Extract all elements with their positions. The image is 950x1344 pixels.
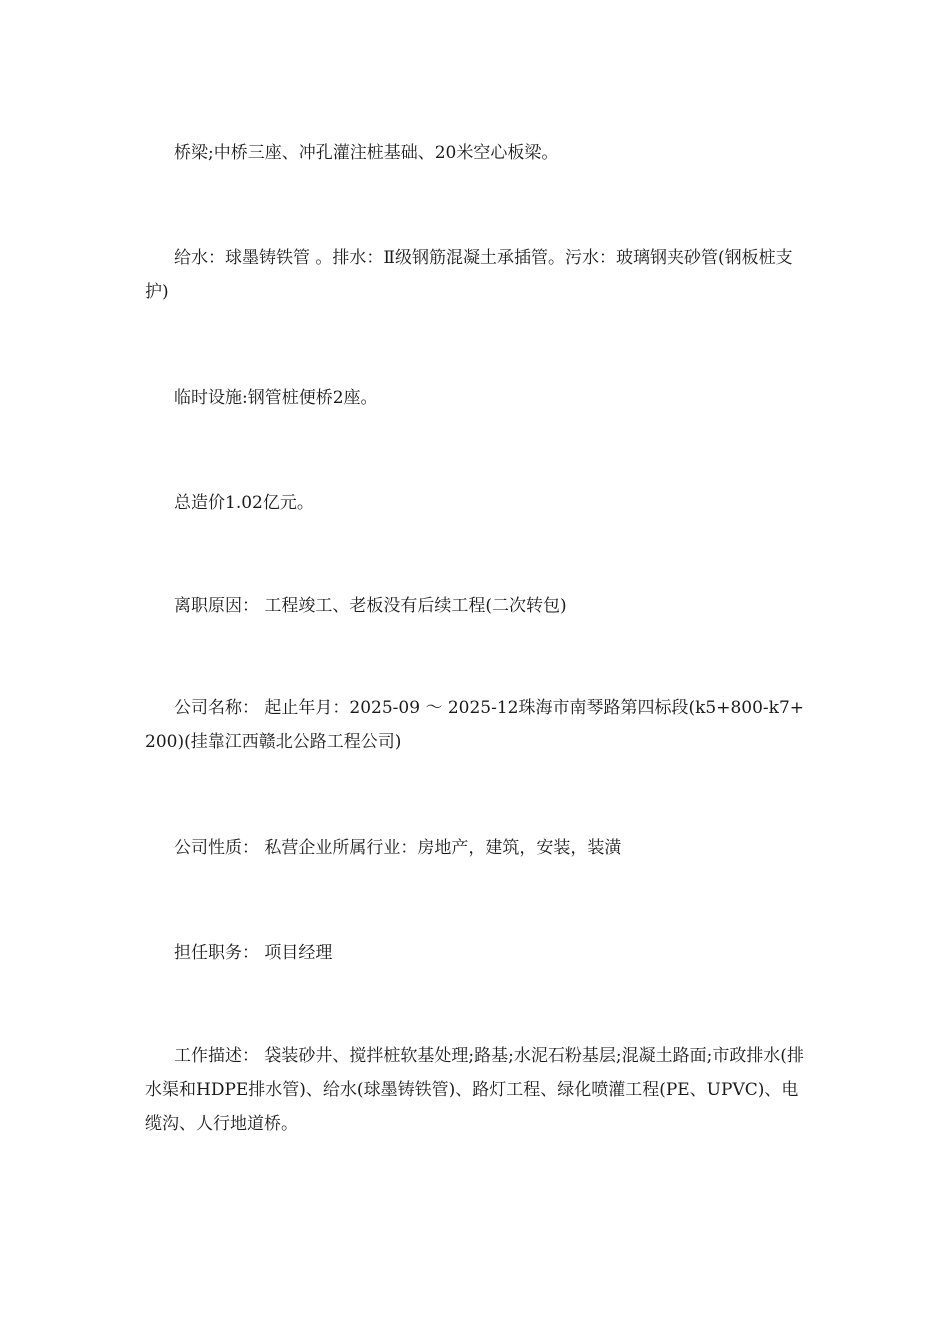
paragraph-reason-for-leaving: 离职原因： 工程竣工、老板没有后续工程(二次转包) xyxy=(174,596,567,616)
paragraph-company-name: 公司名称： 起止年月：2025-09 ～ 2025-12珠海市南琴路第四标段(k5+800-k7+200)(挂靠江西赣北公路工程公司) xyxy=(145,698,805,752)
paragraph-position: 担任职务： 项目经理 xyxy=(174,943,333,963)
paragraph-water-supply-drainage: 给水：球墨铸铁管 。排水：Ⅱ级钢筋混凝土承插管。污水：玻璃钢夹砂管(钢板桩支护) xyxy=(145,248,793,302)
paragraph-temporary-facilities: 临时设施:钢管桩便桥2座。 xyxy=(174,388,378,408)
paragraph-job-description: 工作描述： 袋装砂井、搅拌桩软基处理;路基;水泥石粉基层;混凝土路面;市政排水(排水渠和HDPE排水管)、给水(球墨铸铁管)、路灯工程、绿化喷灌工程(PE、UPVC)、电缆沟、人行地道桥。 xyxy=(145,1046,804,1134)
paragraph-company-type: 公司性质： 私营企业所属行业：房地产，建筑，安装，装潢 xyxy=(174,838,622,858)
paragraph-total-cost: 总造价1.02亿元。 xyxy=(174,493,314,513)
paragraph-bridges: 桥梁;中桥三座、冲孔灌注桩基础、20米空心板梁。 xyxy=(174,143,559,163)
